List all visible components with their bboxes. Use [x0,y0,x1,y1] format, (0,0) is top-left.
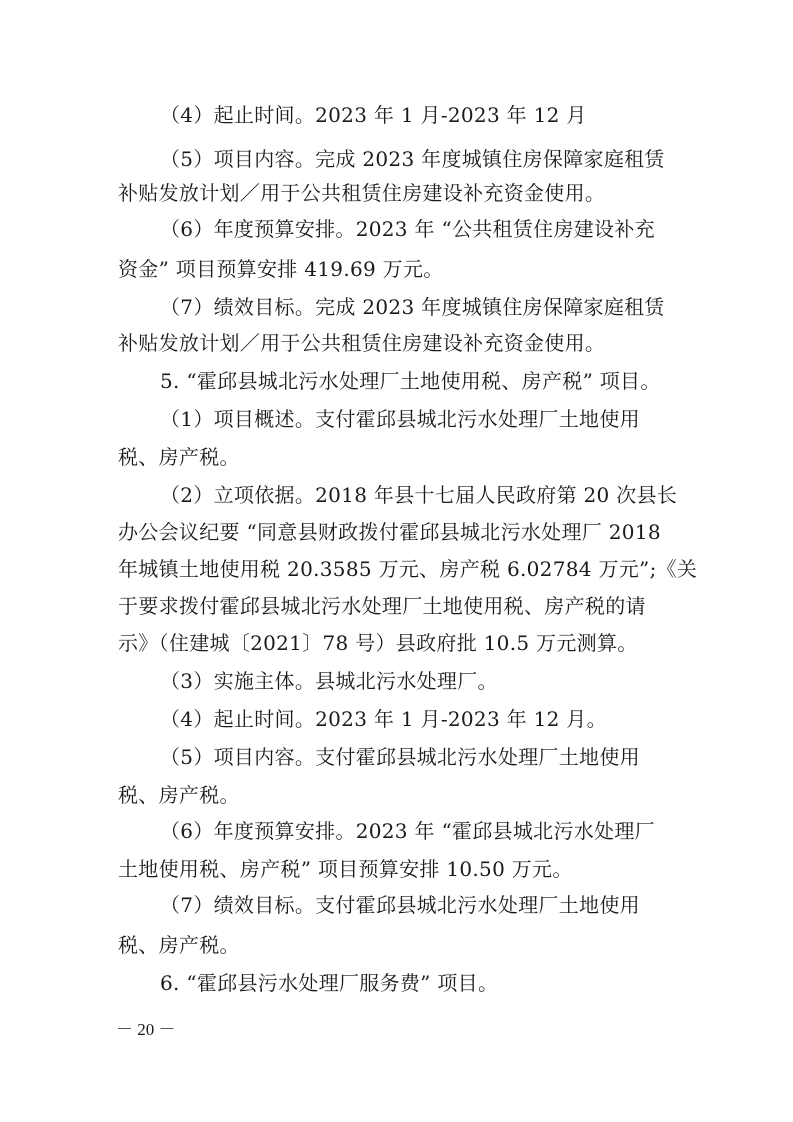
text-line: 示》（住建城〔2021〕78 号）县政府批 10.5 万元测算。 [118,631,638,655]
text-line: （4）起止时间。2023 年 1 月-2023 年 12 月 [160,103,587,127]
text-line: 补贴发放计划／用于公共租赁住房建设补充资金使用。 [118,181,606,205]
text-line: （6）年度预算安排。2023 年 “霍邱县城北污水处理厂 [160,819,655,843]
text-line: （6）年度预算安排。2023 年 “公共租赁住房建设补充 [160,217,655,241]
text-line: （4）起止时间。2023 年 1 月-2023 年 12 月。 [160,707,607,731]
page-number: － 20 － [116,1020,176,1039]
text-line: （7）绩效目标。完成 2023 年度城镇住房保障家庭租赁 [160,295,665,319]
text-line: （3）实施主体。县城北污水处理厂。 [160,669,498,693]
text-line: 资金” 项目预算安排 419.69 万元。 [118,257,444,281]
text-line: （5）项目内容。完成 2023 年度城镇住房保障家庭租赁 [160,147,665,171]
text-line: （7）绩效目标。支付霍邱县城北污水处理厂土地使用 [160,893,640,917]
text-line: （2）立项依据。2018 年县十七届人民政府第 20 次县长 [160,483,678,507]
text-line: 税、房产税。 [118,783,240,807]
text-line: 于要求拨付霍邱县城北污水处理厂土地使用税、房产税的请 [118,594,646,618]
text-line: 5. “霍邱县城北污水处理厂土地使用税、房产税” 项目。 [160,369,661,393]
text-line: （1）项目概述。支付霍邱县城北污水处理厂土地使用 [160,407,640,431]
text-line: （5）项目内容。支付霍邱县城北污水处理厂土地使用 [160,745,640,769]
text-line: 土地使用税、房产税” 项目预算安排 10.50 万元。 [118,857,573,881]
text-line: 6. “霍邱县污水处理厂服务费” 项目。 [160,971,499,995]
text-line: 税、房产税。 [118,933,240,957]
text-line: 年城镇土地使用税 20.3585 万元、房产税 6.02784 万元”;《关 [118,557,698,581]
text-line: 办公会议纪要 “同意县财政拨付霍邱县城北污水处理厂 2018 [118,520,661,544]
text-line: 补贴发放计划／用于公共租赁住房建设补充资金使用。 [118,331,606,355]
text-line: 税、房产税。 [118,445,240,469]
